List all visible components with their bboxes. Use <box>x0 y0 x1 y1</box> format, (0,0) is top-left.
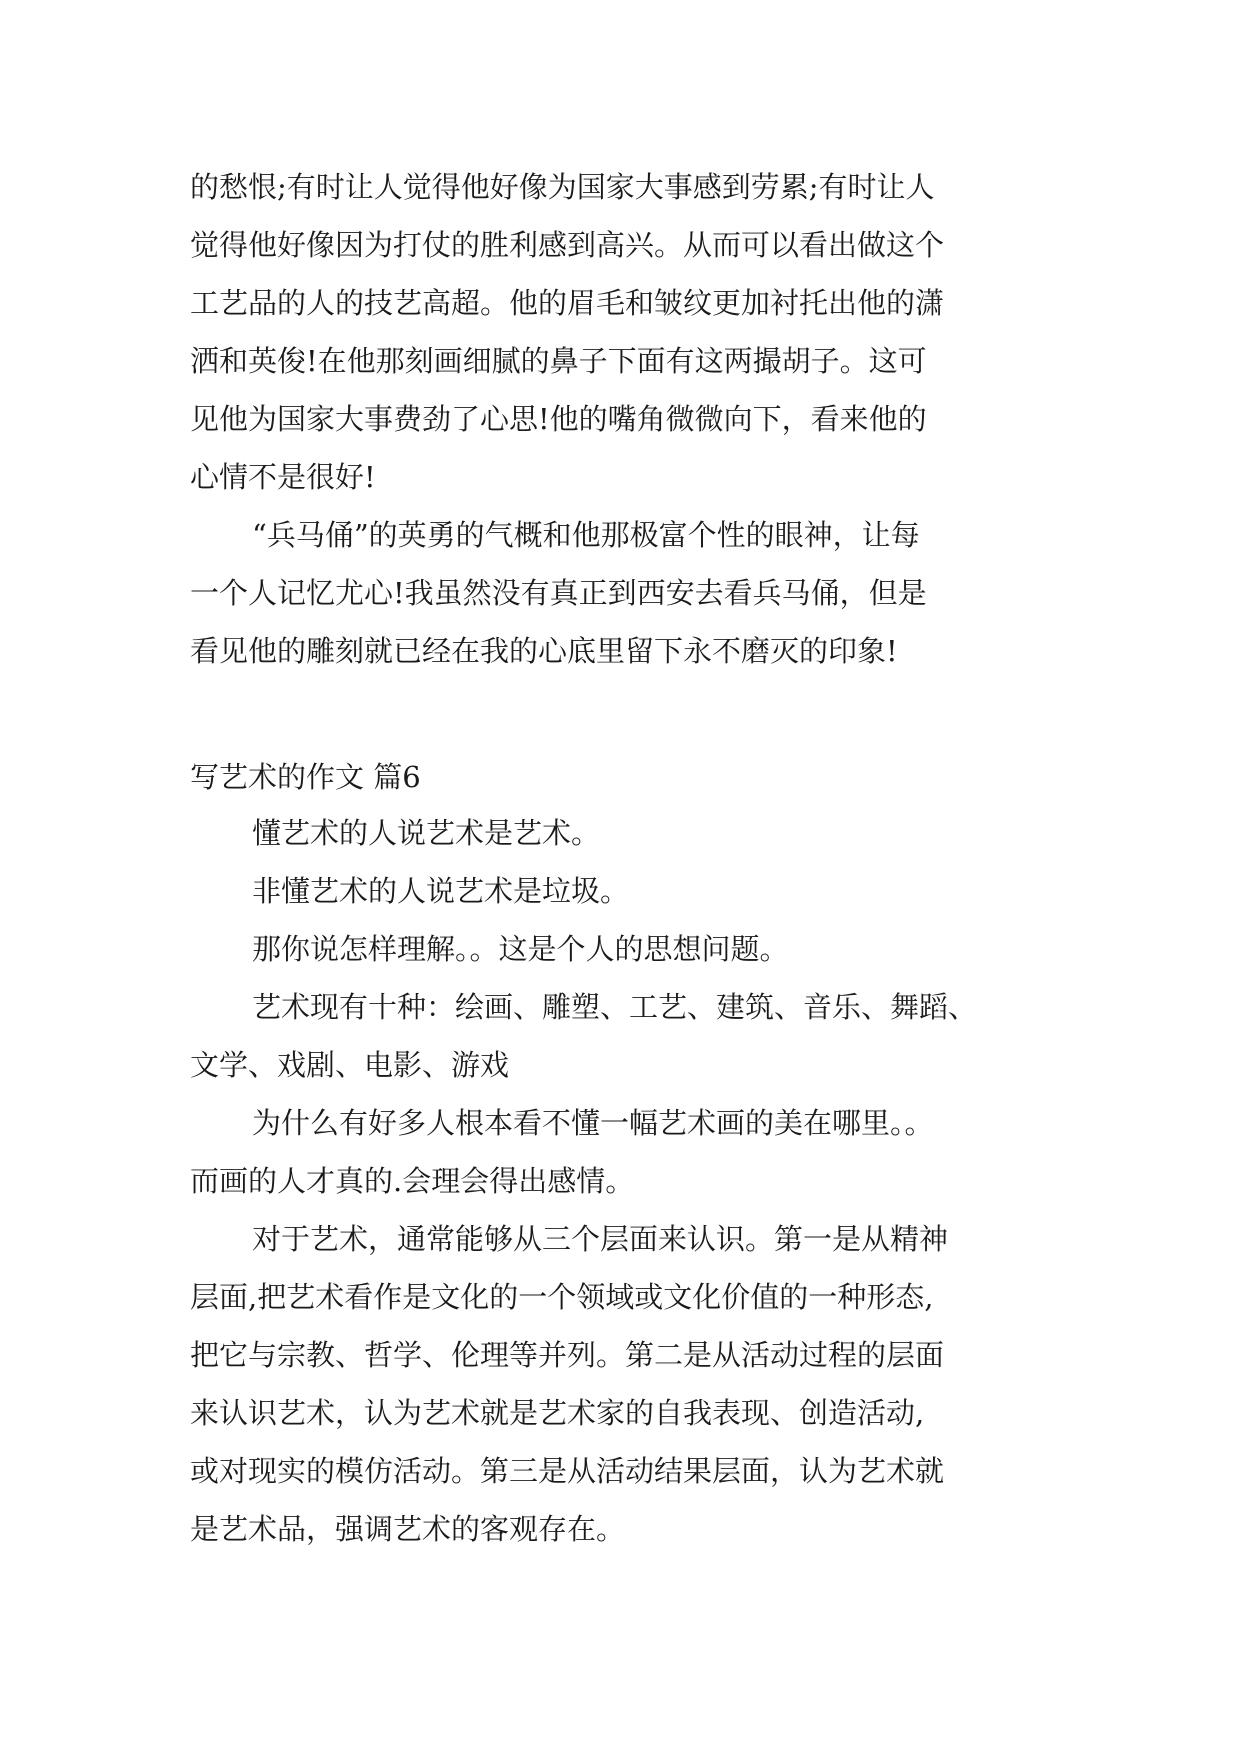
text-line: 或对现实的模仿活动。第三是从活动结果层面，认为艺术就 <box>190 1454 945 1488</box>
text-line: 心情不是很好! <box>190 460 376 494</box>
essay-heading: 写艺术的作文 篇6 <box>190 760 421 794</box>
paragraph <box>190 1094 1060 1210</box>
paragraph <box>190 506 1060 680</box>
text-line: 的愁恨;有时让人觉得他好像为国家大事感到劳累;有时让人 <box>190 170 935 204</box>
text-line: 对于艺术，通常能够从三个层面来认识。第一是从精神 <box>252 1222 949 1256</box>
text-line: 艺术现有十种：绘画、雕塑、工艺、建筑、音乐、舞蹈、 <box>252 990 978 1024</box>
text-line: 觉得他好像因为打仗的胜利感到高兴。从而可以看出做这个 <box>190 228 945 262</box>
text-line: 为什么有好多人根本看不懂一幅艺术画的美在哪里。。 <box>252 1106 934 1140</box>
text-line: 把它与宗教、哲学、伦理等并列。第二是从活动过程的层面 <box>190 1338 945 1372</box>
paragraph <box>190 804 1060 862</box>
text-line: 是艺术品，强调艺术的客观存在。 <box>190 1512 626 1546</box>
text-line: 那你说怎样理解。。这是个人的思想问题。 <box>252 932 789 966</box>
essay-body <box>190 804 1060 1558</box>
text-line: 而画的人才真的.会理会得出感情。 <box>190 1164 635 1198</box>
paragraph <box>190 862 1060 920</box>
text-line: 工艺品的人的技艺高超。他的眉毛和皱纹更加衬托出他的潇 <box>190 286 945 320</box>
text-line: 洒和英俊!在他那刻画细腻的鼻子下面有这两撮胡子。这可 <box>190 344 927 378</box>
text-line: 层面,把艺术看作是文化的一个领域或文化价值的一种形态, <box>190 1280 934 1314</box>
text-line: 懂艺术的人说艺术是艺术。 <box>252 816 601 850</box>
text-line: “兵马俑”的英勇的气概和他那极富个性的眼神，让每 <box>252 518 920 552</box>
text-line: 看见他的雕刻就已经在我的心底里留下永不磨灭的印象! <box>190 634 898 668</box>
text-line: 一个人记忆尤心!我虽然没有真正到西安去看兵马俑，但是 <box>190 576 927 610</box>
paragraph <box>190 158 1060 506</box>
paragraph <box>190 978 1060 1094</box>
paragraph <box>190 920 1060 978</box>
text-line: 文学、戏剧、电影、游戏 <box>190 1048 510 1082</box>
previous-essay-ending <box>190 158 1060 680</box>
text-line: 见他为国家大事费劲了心思!他的嘴角微微向下，看来他的 <box>190 402 927 436</box>
text-line: 非懂艺术的人说艺术是垃圾。 <box>252 874 630 908</box>
text-line: 来认识艺术，认为艺术就是艺术家的自我表现、创造活动, <box>190 1396 925 1430</box>
paragraph <box>190 1210 1060 1558</box>
